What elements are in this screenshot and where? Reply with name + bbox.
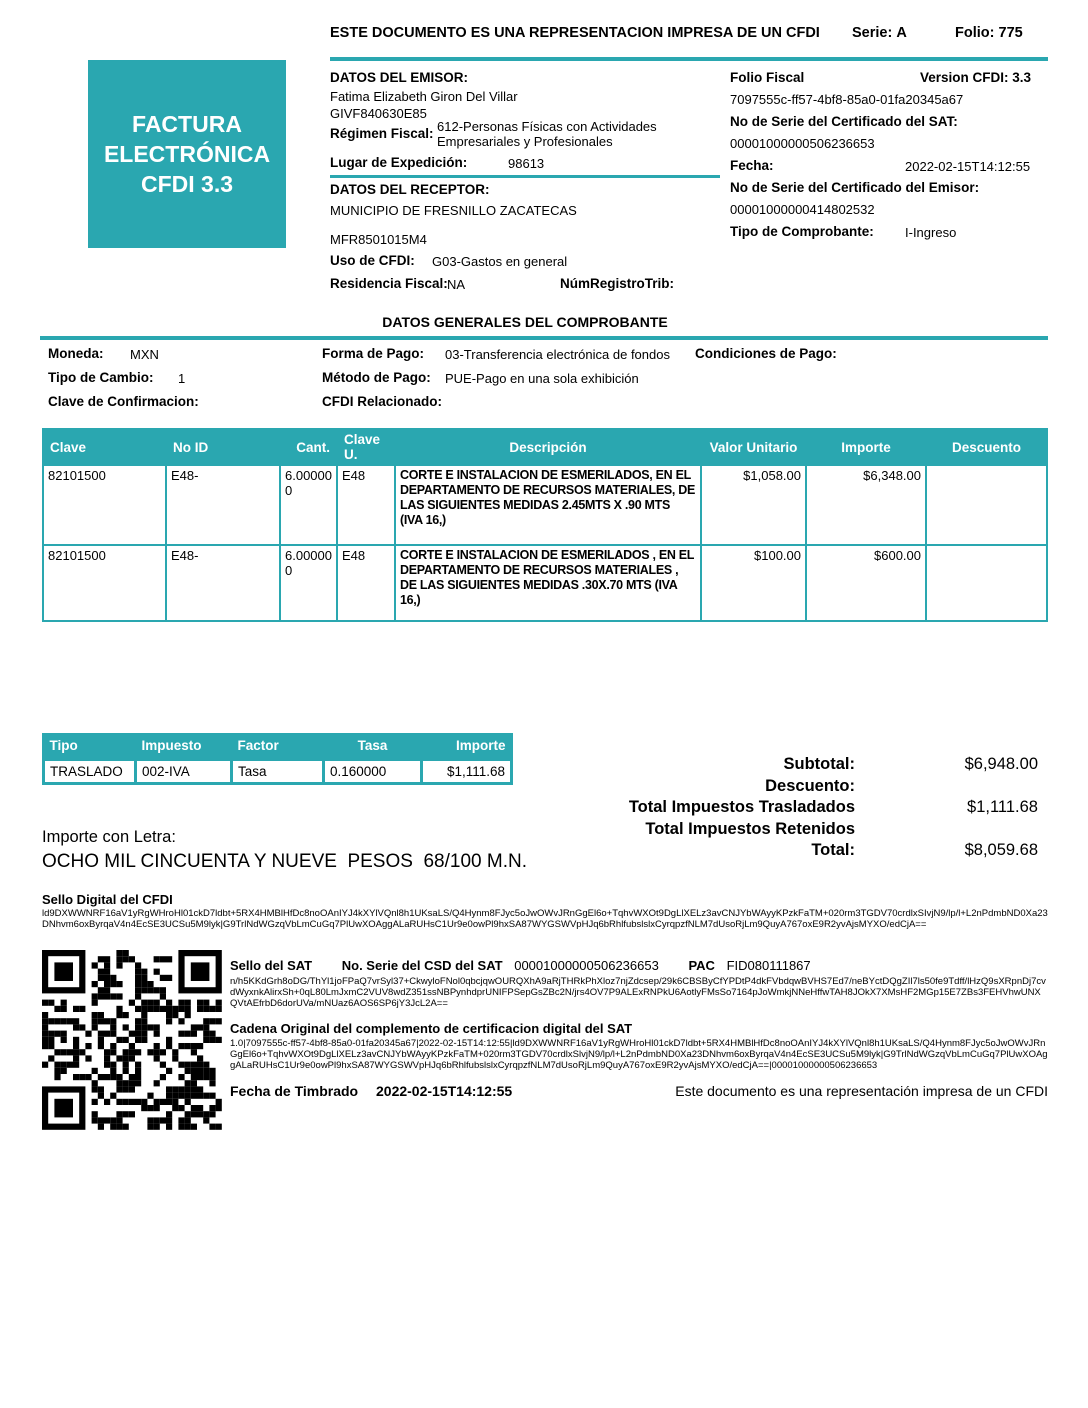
cadena-label: Cadena Original del complemento de certificacion digital del SAT xyxy=(230,1021,633,1036)
total-row-retenidos xyxy=(560,819,1038,841)
csd-sat-value: 00001000000506236653 xyxy=(514,958,659,973)
uso-cfdi-value: G03-Gastos en general xyxy=(432,254,568,269)
total-row-trasladados xyxy=(560,797,1038,819)
col-descripcion: Descripción xyxy=(395,429,701,465)
trasladados-label: Total Impuestos Trasladados xyxy=(628,798,855,816)
serie-emisor-value: 00001000000414802532 xyxy=(730,202,875,217)
col-tipo: Tipo xyxy=(44,733,136,759)
impuesto-nombre: 002-IVA xyxy=(136,759,232,783)
item-clave-u: E48 xyxy=(337,465,395,545)
serie-value: A xyxy=(896,25,907,41)
col-factor: Factor xyxy=(232,733,324,759)
serie xyxy=(852,25,907,41)
item-no-id: E48- xyxy=(166,545,280,621)
cfdi-rel-label: CFDI Relacionado: xyxy=(322,394,443,409)
serie-emisor-label: No de Serie del Certificado del Emisor: xyxy=(730,180,980,195)
col-no-id: No ID xyxy=(166,429,280,465)
regimen-label: Régimen Fiscal: xyxy=(330,126,434,141)
receptor-section-title: DATOS DEL RECEPTOR: xyxy=(330,182,490,197)
col-importe-imp: Importe xyxy=(422,733,512,759)
lugar-label: Lugar de Expedición: xyxy=(330,155,468,170)
folio xyxy=(955,25,1023,41)
condiciones-label: Condiciones de Pago: xyxy=(695,346,837,361)
col-clave-u: Clave U. xyxy=(337,429,395,465)
version-cfdi-label: Version CFDI: 3.3 xyxy=(920,70,1032,85)
logo-line3: CFDI 3.3 xyxy=(140,171,234,197)
sat-head-line xyxy=(230,958,1048,973)
fecha-value: 2022-02-15T14:12:55 xyxy=(905,159,1031,174)
qr-code xyxy=(42,950,222,1130)
lugar-value: 98613 xyxy=(508,156,545,171)
sat-block xyxy=(230,958,1048,1099)
moneda-value: MXN xyxy=(130,347,159,362)
emisor-section-title: DATOS DEL EMISOR: xyxy=(330,70,469,85)
trasladados-value: $1,111.68 xyxy=(967,798,1038,816)
moneda-label: Moneda: xyxy=(48,346,104,361)
serie-sat-label: No de Serie del Certificado del SAT: xyxy=(730,114,958,129)
emisor-nombre: Fatima Elizabeth Giron Del Villar xyxy=(330,89,518,104)
item-importe: $600.00 xyxy=(806,545,926,621)
item-cant: 6.000000 xyxy=(280,465,337,545)
emisor-divider xyxy=(330,175,720,178)
totals-block xyxy=(560,754,1038,862)
item-clave: 82101500 xyxy=(43,545,166,621)
sello-sat-label: Sello del SAT xyxy=(230,958,313,973)
folio-label: Folio: xyxy=(955,25,995,41)
table-row xyxy=(43,545,1047,621)
tipo-cambio-label: Tipo de Cambio: xyxy=(48,370,154,385)
col-valor-unitario: Valor Unitario xyxy=(701,429,806,465)
col-descuento: Descuento xyxy=(926,429,1047,465)
serie-label: Serie: xyxy=(852,25,893,41)
item-importe: $6,348.00 xyxy=(806,465,926,545)
table-row xyxy=(44,759,512,783)
retenidos-value xyxy=(855,819,1038,841)
item-descripcion: CORTE E INSTALACION DE ESMERILADOS, EN EL DEPARTAMENTO DE RECURSOS MATERIALES, DE LAS SIGUIENTES MEDIDAS 2.45MTS X .90 MTS (IVA 16,) xyxy=(395,465,701,545)
col-importe: Importe xyxy=(806,429,926,465)
subtotal-value: $6,948.00 xyxy=(964,755,1038,773)
receptor-rfc: MFR8501015M4 xyxy=(330,232,427,247)
total-row-descuento xyxy=(560,776,1038,798)
top-notice: ESTE DOCUMENTO ES UNA REPRESENTACION IMPRESA DE UN CFDI xyxy=(330,25,820,41)
item-descuento xyxy=(926,465,1047,545)
forma-pago-label: Forma de Pago: xyxy=(322,346,425,361)
impuesto-importe: $1,111.68 xyxy=(422,759,512,783)
residencia-value: NA xyxy=(447,277,466,292)
folio-fiscal-label: Folio Fiscal xyxy=(730,70,805,85)
impuestos-header-row xyxy=(44,733,512,759)
logo-line2: ELECTRÓNICA xyxy=(103,141,271,167)
importe-letra-texto: OCHO MIL CINCUENTA Y NUEVE PESOS 68/100 M.N. xyxy=(42,851,527,872)
fecha-timbrado-value: 2022-02-15T14:12:55 xyxy=(376,1083,513,1099)
item-cant: 6.000000 xyxy=(280,545,337,621)
col-tasa: Tasa xyxy=(324,733,422,759)
descuento-label: Descuento: xyxy=(765,776,855,795)
fecha-timbrado xyxy=(230,1083,512,1099)
total-row-total xyxy=(560,840,1038,862)
fecha-timbrado-label: Fecha de Timbrado xyxy=(230,1083,359,1099)
col-clave: Clave xyxy=(43,429,166,465)
tipo-cambio-value: 1 xyxy=(178,371,186,386)
importe-letra-label: Importe con Letra: xyxy=(42,828,176,846)
uso-cfdi-label: Uso de CFDI: xyxy=(330,253,415,268)
clave-conf-label: Clave de Confirmacion: xyxy=(48,394,199,409)
serie-sat-value: 00001000000506236653 xyxy=(730,136,875,151)
tipo-comprobante-label: Tipo de Comprobante: xyxy=(730,224,874,239)
col-impuesto: Impuesto xyxy=(136,733,232,759)
csd-sat-label: No. Serie del CSD del SAT xyxy=(341,958,503,973)
pac-label: PAC xyxy=(688,958,715,973)
total-value: $8,059.68 xyxy=(964,841,1038,859)
sello-sat-value: n/h5KKdGrh8oDG/ThYl1joFPaQ7vrSyl37+CkwyloFNol0qbcjqwOURQXhA9aRjTHRkPhXloz7njZdcsep/29k6CBSByCfYPDtP4dkFVbdqwBVHS7Ed7/neBYctDQgZIl7ls50fe9Tdff/lHzQ9sXRpnDj7cvdWyxnkAlirxSh+0qL80LmJxmC2VUV8wdZ351ssNBPynhdprUNIFPSepGsZBc2N/jrs4OV7P9ALExRNPkU6AotlyFMsSo7164pJoWmkjNNeHffwTAH8JOkX7XMsHF2MGp15E7ZBs3FEHVhwUNXQVtAEfrbD6dorUVa/mNUaz6AOS6SP6jY3JcL2A== xyxy=(230,976,1046,1009)
descuento-value xyxy=(855,776,1038,798)
cadena-value: 1.0|7097555c-ff57-4bf8-85a0-01fa20345a67|2022-02-15T14:12:55|ld9DXWWNRF16aV1yRgWHroHl01ckD7ldbt+5RX4HMBlHfDc8noOAnIYJ4kXYlVQnl8h1UKsaLS/Q4Hynm8FJyc5oJwOWvJRnGgEl6o+TqhvWXOt9DgLlXELz3avCNJYbWAyyKPzkFaTM+020rm3TGDV70crdlxSlvjN9/lp/l+L2nPdmbND0Xa23DNhvm6oxByrqaV4n4EcSE3UCSu5M9lyk|G9TrlNdWGzqVbLmCuGq7PlUwXOAggALaRUHsC1Ur9e0owPl9hxSA87WYGSWVpHJq6bRhlfubslslxCyrqpzfNLM7dUsoRjLm9QuyA767oxE9R2yvAjsMYXO/edCjA==|00001000000506236653 xyxy=(230,1038,1048,1071)
numregistro-label: NúmRegistroTrib: xyxy=(560,276,675,291)
metodo-pago-value: PUE-Pago en una sola exhibición xyxy=(445,371,639,386)
emisor-rfc: GIVF840630E85 xyxy=(330,106,427,121)
generales-divider xyxy=(40,336,1048,340)
impuesto-factor: Tasa xyxy=(232,759,324,783)
forma-pago-value: 03-Transferencia electrónica de fondos xyxy=(445,347,670,362)
regimen-value: 612-Personas Físicas con Actividades Empresariales y Profesionales xyxy=(437,119,657,149)
metodo-pago-label: Método de Pago: xyxy=(322,370,431,385)
impuesto-tipo: TRASLADO xyxy=(44,759,136,783)
item-valor-unitario: $1,058.00 xyxy=(701,465,806,545)
fecha-label: Fecha: xyxy=(730,158,774,173)
item-no-id: E48- xyxy=(166,465,280,545)
item-clave: 82101500 xyxy=(43,465,166,545)
header-divider xyxy=(330,57,1048,61)
uuid-value: 7097555c-ff57-4bf8-85a0-01fa20345a67 xyxy=(730,92,964,107)
sello-cfdi-label: Sello Digital del CFDI xyxy=(42,892,173,907)
impuesto-tasa: 0.160000 xyxy=(324,759,422,783)
total-label: Total: xyxy=(811,841,855,859)
items-table xyxy=(42,428,1048,622)
item-valor-unitario: $100.00 xyxy=(701,545,806,621)
generales-section-title: DATOS GENERALES DEL COMPROBANTE xyxy=(382,314,668,330)
receptor-nombre: MUNICIPIO DE FRESNILLO ZACATECAS xyxy=(330,203,577,218)
total-row-subtotal xyxy=(560,754,1038,776)
timbrado-nota: Este documento es una representación impresa de un CFDI xyxy=(675,1083,1048,1099)
residencia-label: Residencia Fiscal: xyxy=(330,276,448,291)
factura-logo xyxy=(88,60,286,248)
pac-value: FID080111867 xyxy=(726,958,811,973)
table-row xyxy=(43,465,1047,545)
logo-line1: FACTURA xyxy=(132,111,242,137)
col-cant: Cant. xyxy=(280,429,337,465)
folio-value: 775 xyxy=(998,25,1023,41)
sello-cfdi-value: ld9DXWWNRF16aV1yRgWHroHl01ckD7ldbt+5RX4HMBlHfDc8noOAnIYJ4kXYlVQnl8h1UKsaLS/Q4Hynm8FJyc5oJwOWvJRnGgEl6o+TqhvWXOt9DgLlXELz3avCNJYbWAyyKPzkFaTM+020rm3TGDV70crdlxSIvjN9/lp/l+L2nPdmbND0Xa23DNhvm6oxByrqaV4n4EcSE3UCSu5M9lyk|G9TrlNdWGzqVbLmCuGq7PlUwXOAggALaRUHsC1Ur9e0owPl9hxSA87WYGSWVpHJq6bRhlfubslslxCyrqpzfNLM7dUsoRjLm9QuyA767oxE9R2yvAjsMYXO/edCjA== xyxy=(42,908,1048,930)
retenidos-label: Total Impuestos Retenidos xyxy=(645,819,855,838)
items-header-row xyxy=(43,429,1047,465)
item-descripcion: CORTE E INSTALACION DE ESMERILADOS , EN EL DEPARTAMENTO DE RECURSOS MATERIALES , DE LAS SIGUIENTES MEDIDAS .30X.70 MTS (IVA 16,) xyxy=(395,545,701,621)
timbrado-row xyxy=(230,1083,1048,1099)
tipo-comprobante-value: I-Ingreso xyxy=(905,225,957,240)
item-descuento xyxy=(926,545,1047,621)
item-clave-u: E48 xyxy=(337,545,395,621)
impuestos-table xyxy=(42,733,513,785)
subtotal-label: Subtotal: xyxy=(783,755,855,773)
